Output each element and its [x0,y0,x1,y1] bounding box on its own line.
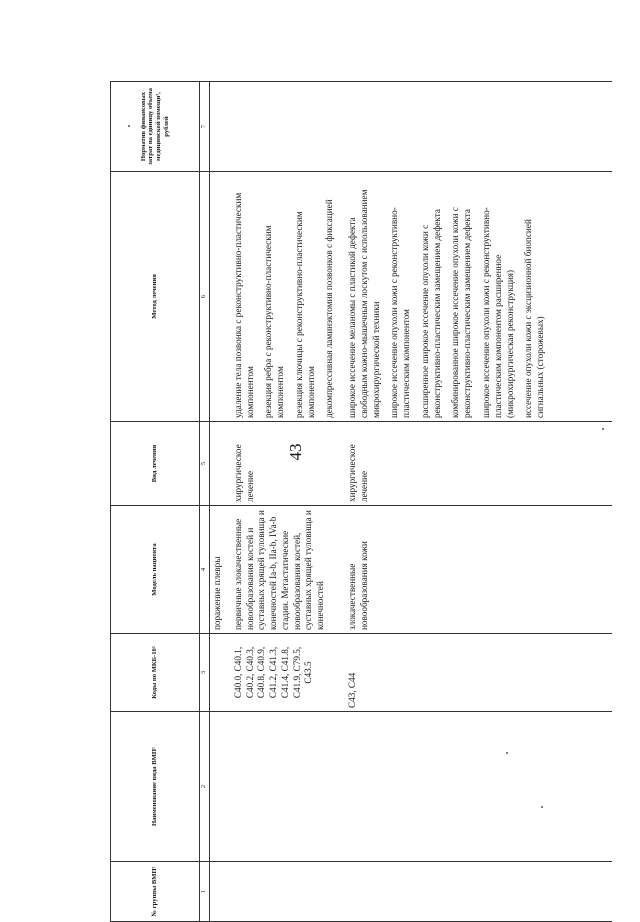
method-item: комбинированное широкое иссечение опухоли кожи с реконструктивно-пластическим замещением дефекта [450,207,473,418]
method-item: широкое иссечение опухоли кожи с реконструктивно-пластическим компонентом расширенное (микрохирургическая реконструкция) [481,207,515,418]
scan-speck [541,806,543,808]
header-group-number: № группы ВМП¹ [111,862,200,922]
method-item: широкое иссечение опухоли кожи с реконструктивно-пластическим компонентом [389,207,412,418]
document-table-frame [110,82,640,922]
header-cost-norm: Норматив финансовых затрат на единицу объема медицинской помощи³, рублей [111,82,200,172]
header-treatment-type: Вид лечения [111,422,200,506]
table-row [345,82,556,922]
method-item: широкое иссечение меланомы с пластикой дефекта свободным кожно-мышечным лоскутом с использованием микрохирургической техники [347,189,381,418]
header-patient-model: Модель пациента [111,506,200,634]
treatment-methods-cell [231,172,345,422]
header-row [111,82,200,922]
continuation-row [210,82,231,922]
patient-model-cell: злокачественные новообразования кожи [345,506,556,634]
header-icd-codes: Коды по МКБ-10² [111,634,200,712]
column-number: 7 [200,82,210,172]
page-number: 43 [286,443,305,461]
treatment-type-cell: хирургическое лечение [345,422,556,506]
scan-speck [602,428,604,430]
treatment-type-cell: хирургическое лечение [231,422,345,506]
column-number: 3 [200,634,210,712]
method-item: резекция ключицы с реконструктивно-пластическим компонентом [293,211,316,418]
column-number-row [200,82,210,922]
patient-model-cell: первичные злокачественные новообразования костей и суставных хрящей туловища и конечностей Ia-b, IIa-b, IVa-b стадии. Метастатические новообразования костей, суставных хрящей туловища и конечностей [231,506,345,634]
column-number: 1 [200,862,210,922]
continuation-model: поражение плевры [212,556,222,630]
column-number: 5 [200,422,210,506]
scan-speck [128,125,130,127]
table-row-spacer [556,82,612,922]
scan-speck [506,752,508,754]
table-row [231,82,345,922]
method-item: удаление тела позвонка с реконструктивно-пластическим компонентом [232,192,255,418]
header-treatment-method: Метод лечения [111,172,200,422]
column-number: 4 [200,506,210,634]
method-item: резекция ребра с реконструктивно-пластическим компонентом [263,225,286,418]
method-item: расширенное широкое иссечение опухоли кожи с реконструктивно-пластическим замещением дефекта [419,209,442,418]
icd-codes-cell: C43, C44 [345,634,556,712]
treatment-methods-cell [345,172,556,422]
header-vmp-name: Наименование вида ВМП¹ [111,712,200,862]
treatment-table [110,81,612,922]
column-number: 2 [200,712,210,862]
column-number: 6 [200,172,210,422]
method-item: иссечение опухоли кожи с эксцизионной биопсией сигнальных (сторожевых) [523,219,546,418]
method-item: декомпрессивная ламинэктомия позвонков с фиксацией [324,199,335,418]
icd-codes-cell: C40.0, C40.1, C40.2, C40.3, C40.8, C40.9, C41.2, C41.3, C41.4, C41.8, C41.9, C79.5, C43.5 [231,634,345,712]
